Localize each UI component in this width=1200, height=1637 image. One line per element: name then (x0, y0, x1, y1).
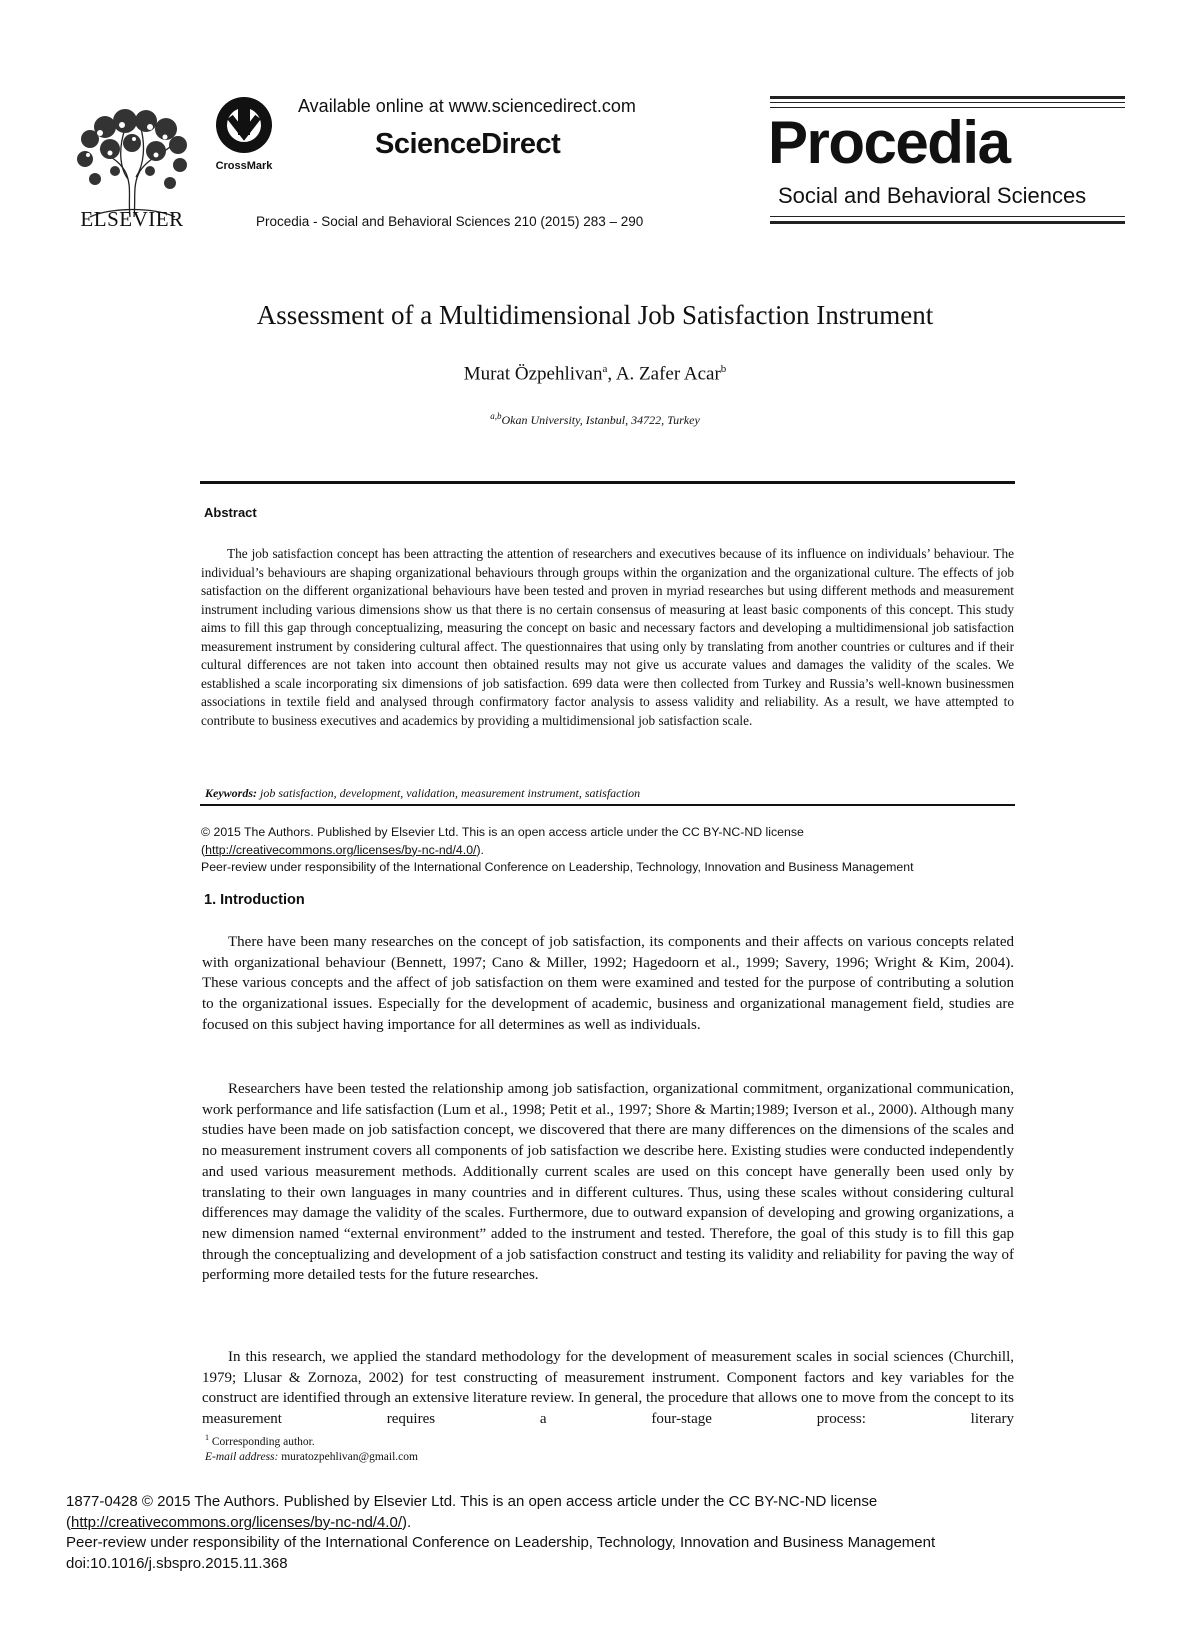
intro-paragraph-1: There have been many researches on the concept of job satisfaction, its components and their affects on various concepts related with organizational behaviour (Bennett, 1997; Cano & Miller, 1992; Hagedoorn et al., 1999; Savery, 1996; Wright & Kim, 2004). These various concepts and the affect of job satisfaction on them were examined and tested for the purpose of contributing a solution to the organizational issues. Especially for the development of academic, business and organizational management field, studies are focused on this subject having importance for all determines as well as individuals. (202, 934, 1014, 1033)
footnote-email (205, 1451, 418, 1463)
section-heading: 1. Introduction (204, 892, 305, 908)
paren-close: ). (401, 1513, 412, 1531)
paren-close: ). (476, 842, 484, 857)
footer-peer-review: Peer-review under responsibility of the International Conference on Leadership, Technology, Innovation and Business Management (66, 1534, 936, 1551)
email-label: E-mail address: (205, 1451, 279, 1463)
author-affiliation-mark: b (720, 363, 727, 375)
copyright-line: © 2015 The Authors. Published by Elsevier Ltd. This is an open access article under the CC BY-NC-ND license (201, 825, 804, 839)
brand-rule-top-2 (770, 102, 1125, 103)
crossmark-label: CrossMark (215, 160, 273, 172)
author-separator: , (607, 363, 616, 385)
keywords-list: job satisfaction, development, validation, measurement instrument, satisfaction (260, 786, 641, 800)
abstract-heading: Abstract (204, 505, 257, 520)
author-name: A. Zafer Acar (615, 363, 721, 385)
footer-copyright: 1877-0428 © 2015 The Authors. Published by Elsevier Ltd. This is an open access article under the CC BY-NC-ND license (66, 1493, 878, 1510)
paper-title: Assessment of a Multidimensional Job Satisfaction Instrument (256, 300, 934, 330)
brand-rule-top-3 (770, 107, 1125, 108)
procedia-brand: Procedia (768, 109, 1010, 176)
keywords-bottom-rule (200, 804, 1015, 806)
footnote-corresponding (205, 1433, 315, 1448)
intro-paragraph-3: In this research, we applied the standard methodology for the development of measurement scales in social sciences (Churchill, 1979; Llusar & Zornoza, 2002) for test constructing of measurement instrument. Component factors and key variables for the construct are identified through an extensive literature review. In general, the procedure that allows one to move from the concept to its measurement requires a four-stage process: literary (202, 1349, 1014, 1428)
brand-rule-bottom-2 (770, 221, 1125, 224)
affiliation (0, 411, 1190, 428)
brand-rule-top-1 (770, 96, 1125, 99)
peer-review-line: Peer-review under responsibility of the International Conference on Leadership, Technology, Innovation and Business Management (201, 860, 914, 874)
crossmark-logo (208, 95, 282, 173)
affiliation-text: Okan University, Istanbul, 34722, Turkey (501, 413, 700, 427)
email-address[interactable]: muratozpehlivan@gmail.com (281, 1451, 418, 1463)
page-footer (66, 1492, 1166, 1574)
keywords-label: Keywords: (205, 786, 257, 800)
footer-license-line (66, 1513, 1166, 1534)
author-list (0, 363, 1190, 385)
paren-open: ( (201, 842, 206, 857)
author-name: Murat Özpehlivan (463, 363, 603, 385)
footnote-marker: 1 (205, 1433, 209, 1442)
license-line (201, 842, 1011, 860)
brand-rule-bottom-1 (770, 216, 1125, 217)
copyright-notice (201, 824, 1011, 877)
abstract-text: The job satisfaction concept has been attracting the attention of researchers and executives because of its influence on individuals’ behaviour. The individual’s behaviours are shaping organizational behaviours through groups within the organization and the organizational culture. The effects of job satisfaction on the different organizational behaviours have been tested and proven in myriad researches but using different methods and measurement instrument including various dimensions show us that there is no certain consensus of measuring at least basic components of this concept. This study aims to fill this gap through conceptualizing, measuring the concept on basic and necessary factors and developing a multidimensional job satisfaction measurement instrument by considering cultural affect. The questionnaires that using only by translating from another countries or cultures and if their cultural differences are not taken into account then obtained results may not give us accurate values and damages the validity of the scales. We established a scale incorporating six dimensions of job satisfaction. 699 data were then collected from Turkey and Russia’s well-known businessmen associations in textile field and analysed through confirmatory factor analysis to assess validity and reliability. As a result, we have attempted to contribute to business executives and academics by providing a multidimensional job satisfaction scale. (201, 546, 1014, 728)
paren-open: ( (66, 1513, 71, 1531)
footer-doi[interactable]: doi:10.1016/j.sbspro.2015.11.368 (66, 1554, 288, 1572)
publisher-name: ELSEVIER (80, 207, 184, 231)
abstract-top-rule (200, 481, 1015, 484)
keywords (205, 786, 1015, 801)
available-online: Available online at www.sciencedirect.com (298, 96, 636, 116)
footnote-text: Corresponding author. (211, 1435, 315, 1448)
procedia-subtitle: Social and Behavioral Sciences (778, 183, 1087, 208)
license-link[interactable]: http://creativecommons.org/licenses/by-nc-nd/4.0/ (205, 842, 477, 857)
journal-reference: Procedia - Social and Behavioral Sciences 210 (2015) 283 – 290 (256, 214, 644, 229)
author-affiliation-mark: a (602, 363, 608, 375)
sciencedirect-brand: ScienceDirect (375, 128, 561, 160)
footer-license-link[interactable]: http://creativecommons.org/licenses/by-nc-nd/4.0/ (71, 1513, 402, 1531)
intro-paragraph-2: Researchers have been tested the relationship among job satisfaction, organizational commitment, organizational communication, work performance and life satisfaction (Lum et al., 1998; Petit et al., 1997; Shore & Martin;1989; Iverson et al., 2000). Although many studies have been made on job satisfaction concept, we discovered that there are many differences on the dimensions of the scales and no measurement instrument covers all components of job satisfaction we describe here. Existing studies were conducted independently and used various measurement methods. Additionally current scales are used on this concept have generally been used only by translating to their own languages in many countries and in different cultures. Thus, using these scales without considering cultural differences may damage the validity of the scales. Furthermore, due to outward expansion of developing and growing organizations, a new dimension named “external environment” added to the instrument and tested. Therefore, the goal of this study is to fill this gap through the conceptualizing and development of a job satisfaction construct and testing its validity and reliability for paving the way of performing more detailed tests for the future researches. (202, 1081, 1014, 1284)
affiliation-mark: a,b (490, 411, 502, 421)
